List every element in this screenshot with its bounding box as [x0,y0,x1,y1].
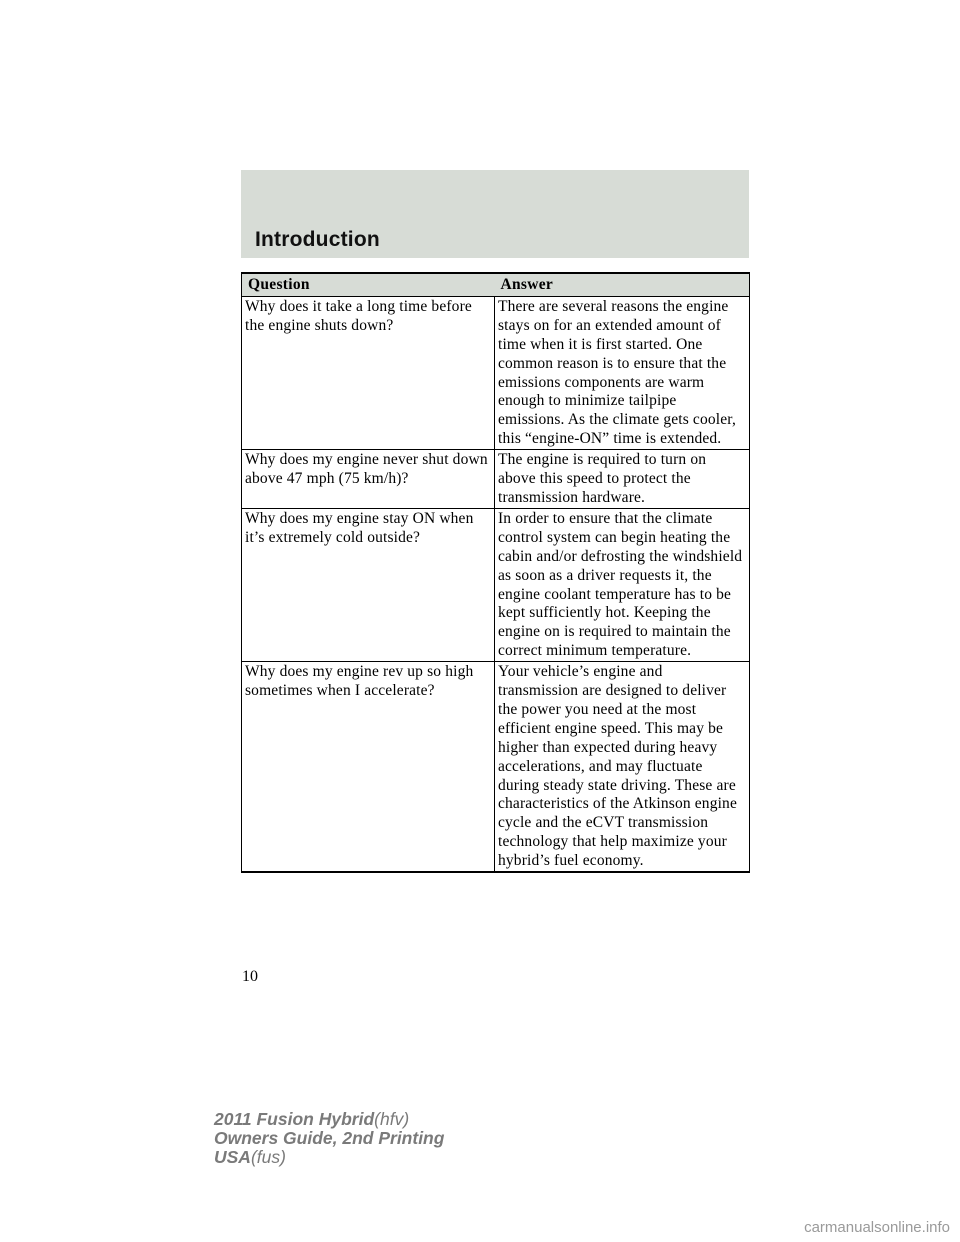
footer-guide: Owners Guide, 2nd Printing [214,1128,445,1148]
document-footer [214,1110,444,1167]
table-row [242,450,750,509]
question-cell: Why does it take a long time before the engine shuts down? [242,296,495,449]
question-cell: Why does my engine stay ON when it’s extremely cold outside? [242,508,495,661]
column-header-answer: Answer [495,273,750,296]
footer-model-code: (hfv) [374,1109,410,1129]
question-cell: Why does my engine rev up so high sometimes when I accelerate? [242,662,495,872]
column-header-question: Question [242,273,495,296]
answer-cell: Your vehicle’s engine and transmission are designed to deliver the power you need at the most efficient engine speed. This may be higher than expected during heavy accelerations, and may fluctuate during steady state driving. These are characteristics of the Atkinson engine cycle and the eCVT transmission technology that help maximize your hybrid’s fuel economy. [495,662,750,872]
footer-market-code: (fus) [250,1147,286,1167]
answer-cell: In order to ensure that the climate control system can begin heating the cabin and/or defrosting the windshield as soon as a driver requests it, the engine coolant temperature has to be kept sufficiently hot. Keeping the engine on is required to maintain the correct minimum temperature. [495,508,750,661]
footer-market-line [214,1148,444,1167]
footer-market: USA [214,1147,251,1167]
footer-model: 2011 Fusion Hybrid [214,1109,375,1129]
question-cell: Why does my engine never shut down above 47 mph (75 km/h)? [242,450,495,509]
section-title: Introduction [255,228,380,251]
answer-cell: There are several reasons the engine stays on for an extended amount of time when it is first started. One common reason is to ensure that the emissions components are warm enough to minimize tailpipe emissions. As the climate gets cooler, this “engine-ON” time is extended. [495,296,750,449]
table-row [242,508,750,661]
footer-guide-line [214,1129,444,1148]
watermark: carmanualsonline.info [804,1219,950,1236]
table-header-row [242,273,750,296]
table-row [242,662,750,872]
section-header [241,170,749,258]
footer-model-line [214,1110,444,1129]
answer-cell: The engine is required to turn on above this speed to protect the transmission hardware. [495,450,750,509]
faq-table [241,272,750,873]
page-number: 10 [242,968,258,985]
table-row [242,296,750,449]
